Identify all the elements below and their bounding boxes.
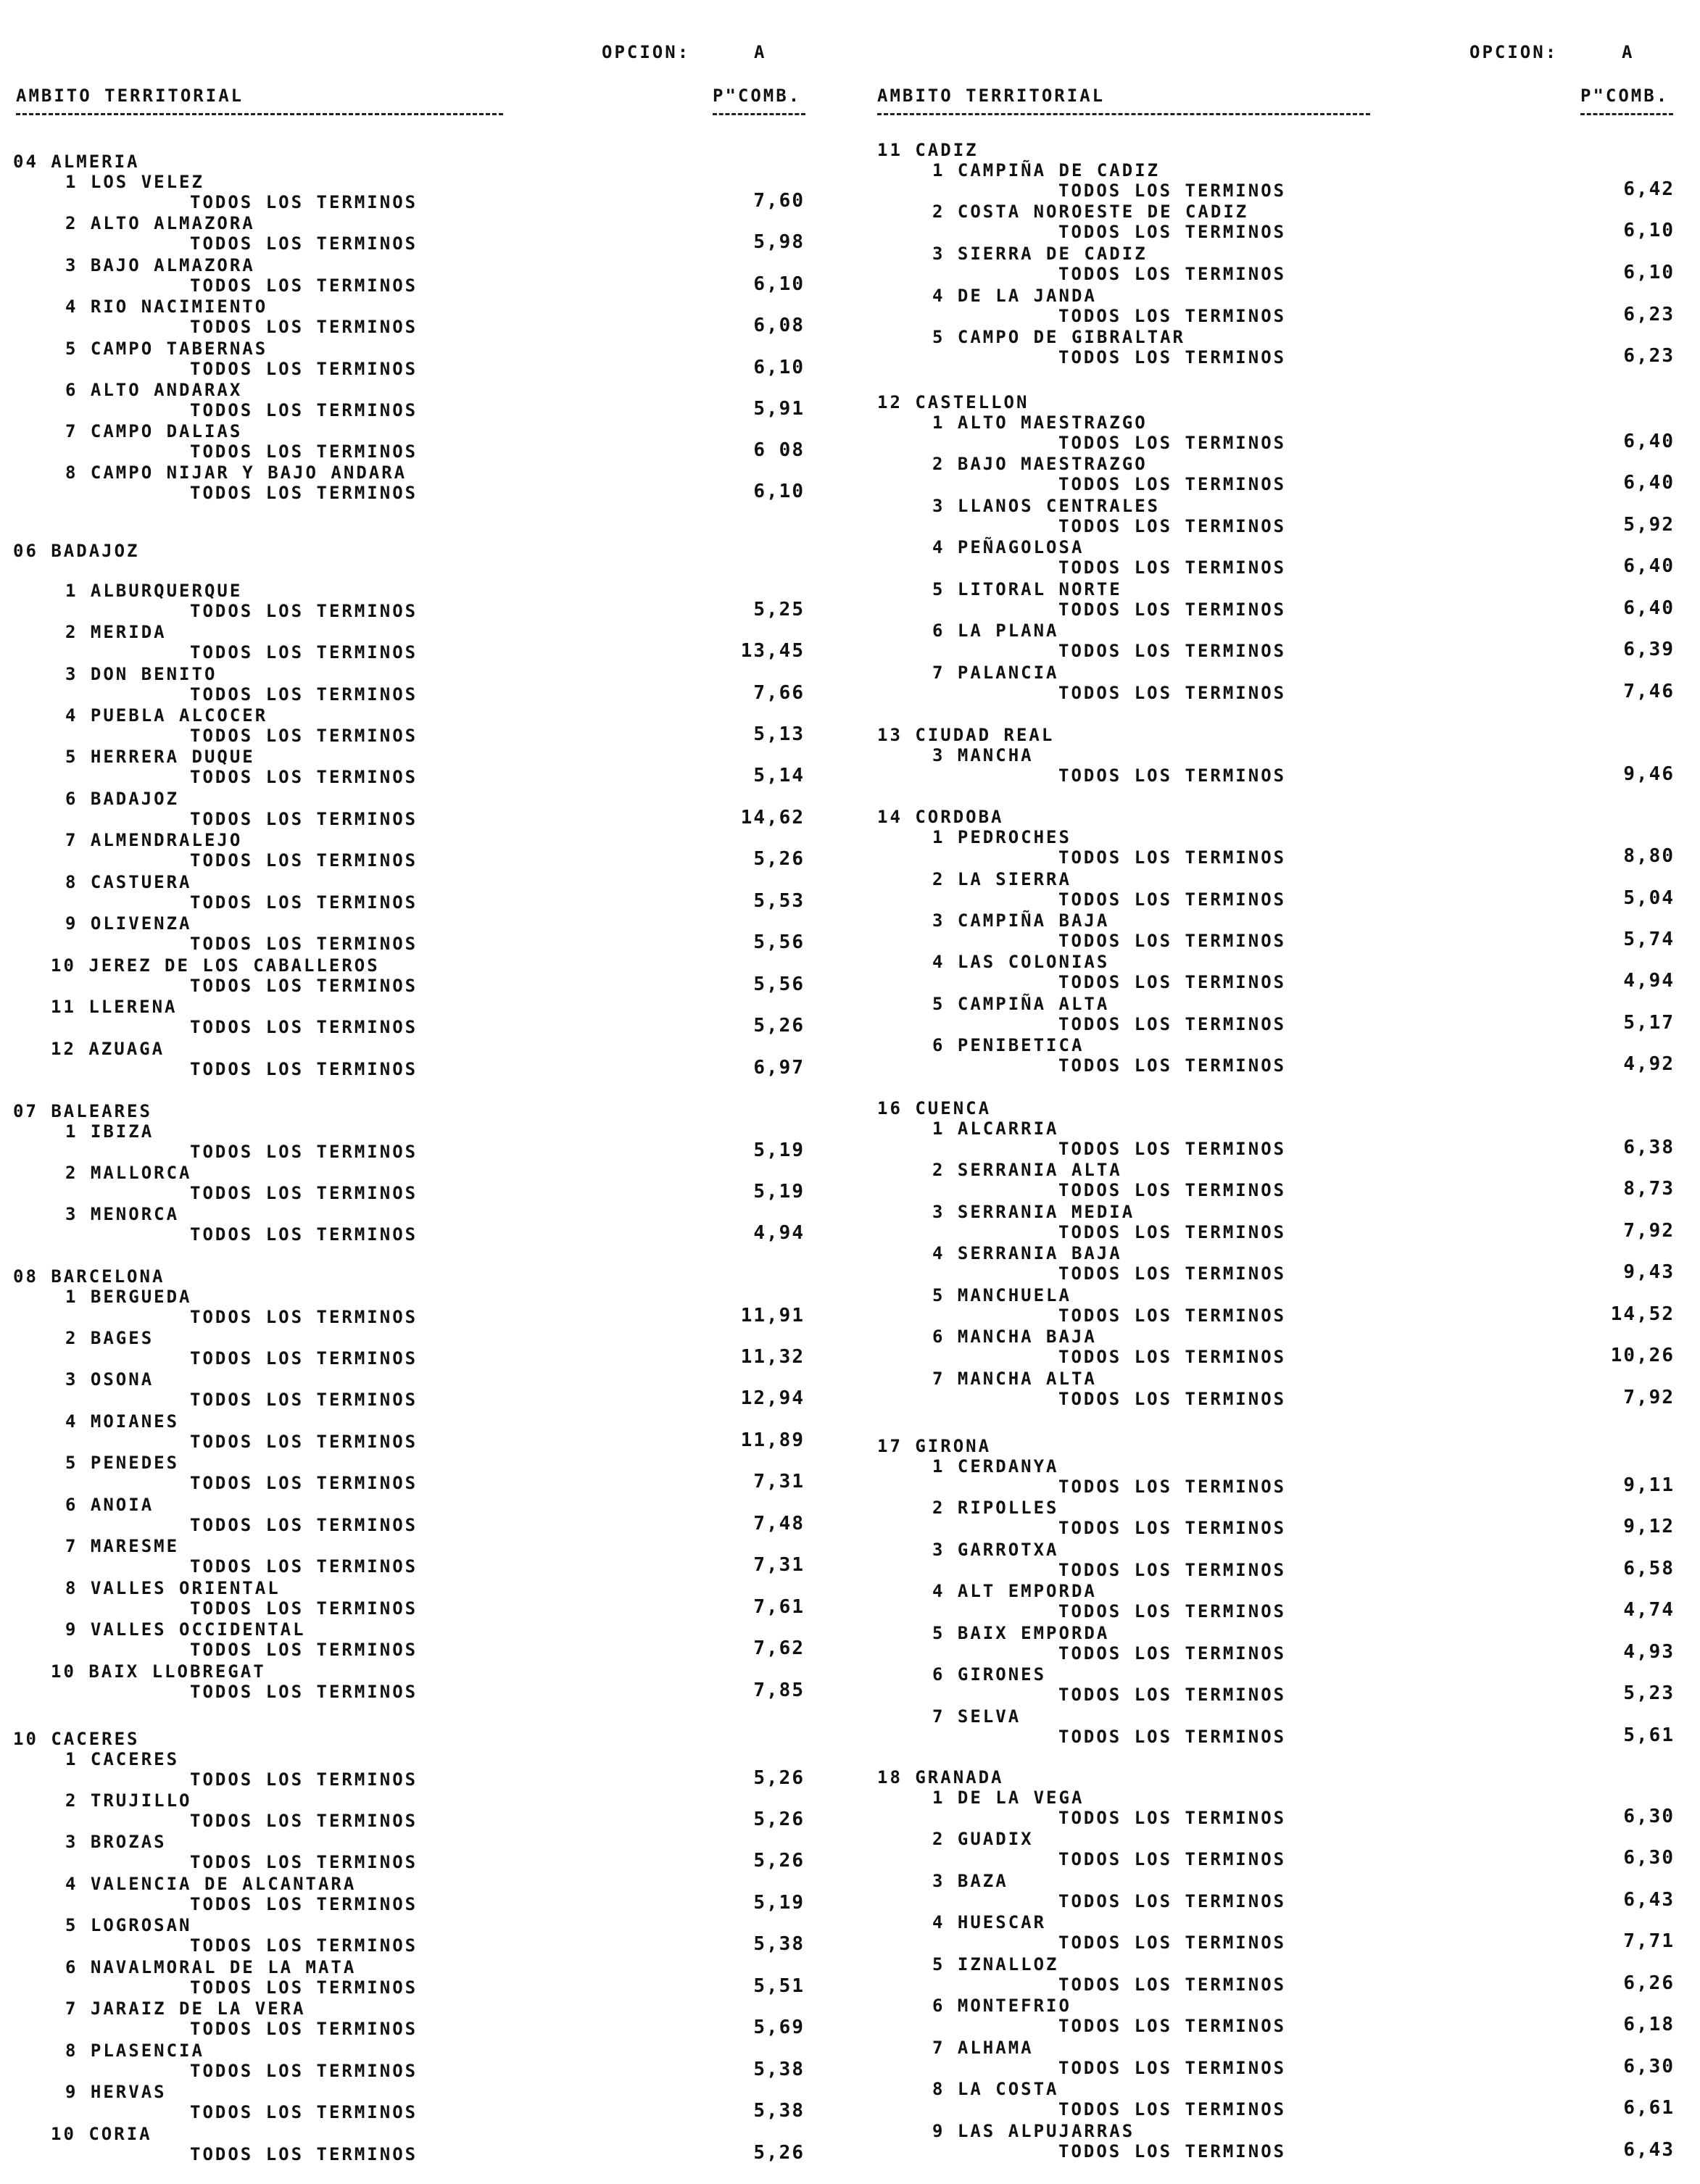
combined-value: 7,92	[1623, 1220, 1675, 1242]
region-label: 4 LAS COLONIAS	[932, 952, 1110, 972]
combined-value: 9,12	[1623, 1516, 1675, 1537]
terms-label: TODOS LOS TERMINOS	[1058, 516, 1287, 536]
combined-value: 7,60	[753, 190, 805, 212]
combined-value: 6,18	[1623, 2014, 1675, 2035]
terms-label: TODOS LOS TERMINOS	[190, 2019, 418, 2039]
region-label: 10 CORIA	[51, 2124, 152, 2144]
combined-value: 5,25	[753, 599, 805, 620]
region-label: 5 LOGROSAN	[65, 1915, 192, 1935]
combined-value: 5,38	[753, 2100, 805, 2122]
combined-value: 12,94	[740, 1387, 805, 1409]
combined-value: 5,26	[753, 1767, 805, 1789]
province-heading: 04 ALMERIA	[13, 151, 140, 172]
terms-label: TODOS LOS TERMINOS	[1058, 2141, 1287, 2162]
terms-label: TODOS LOS TERMINOS	[190, 726, 418, 746]
value-header: P"COMB.	[713, 86, 802, 106]
combined-value: 5,61	[1623, 1724, 1675, 1746]
terms-label: TODOS LOS TERMINOS	[1058, 474, 1287, 494]
territory-header: AMBITO TERRITORIAL	[16, 86, 244, 106]
terms-label: TODOS LOS TERMINOS	[190, 1769, 418, 1790]
region-label: 4 VALENCIA DE ALCANTARA	[65, 1874, 357, 1894]
combined-value: 5,38	[753, 2059, 805, 2080]
combined-value: 14,52	[1610, 1303, 1675, 1325]
combined-value: 4,94	[753, 1222, 805, 1244]
terms-label: TODOS LOS TERMINOS	[190, 1682, 418, 1702]
combined-value: 6,38	[1623, 1137, 1675, 1158]
value-header: P"COMB.	[1580, 86, 1670, 106]
left-column	[0, 0, 826, 2184]
terms-label: TODOS LOS TERMINOS	[190, 317, 418, 337]
terms-label: TODOS LOS TERMINOS	[190, 767, 418, 787]
terms-label: TODOS LOS TERMINOS	[190, 192, 418, 212]
option-label: OPCION:	[1469, 42, 1559, 62]
region-label: 3 LLANOS CENTRALES	[932, 496, 1161, 516]
region-label: 1 CAMPIÑA DE CADIZ	[932, 160, 1161, 180]
terms-label: TODOS LOS TERMINOS	[1058, 2058, 1287, 2078]
region-label: 5 BAIX EMPORDA	[932, 1623, 1110, 1643]
province-heading: 11 CADIZ	[877, 140, 979, 160]
combined-value: 9,43	[1623, 1261, 1675, 1283]
terms-label: TODOS LOS TERMINOS	[190, 359, 418, 379]
combined-value: 5,26	[753, 2142, 805, 2164]
combined-value: 5,26	[753, 848, 805, 870]
combined-value: 6,42	[1623, 178, 1675, 200]
region-label: 3 OSONA	[65, 1369, 154, 1390]
terms-label: TODOS LOS TERMINOS	[190, 1515, 418, 1535]
combined-value: 5,19	[753, 1181, 805, 1203]
terms-label: TODOS LOS TERMINOS	[1058, 683, 1287, 703]
region-label: 4 MOIANES	[65, 1411, 180, 1432]
terms-label: TODOS LOS TERMINOS	[1058, 1305, 1287, 1326]
terms-label: TODOS LOS TERMINOS	[1058, 1849, 1287, 1869]
province-heading: 10 CACERES	[13, 1729, 140, 1749]
region-label: 2 TRUJILLO	[65, 1790, 192, 1811]
region-label: 1 IBIZA	[65, 1121, 154, 1142]
terms-label: TODOS LOS TERMINOS	[1058, 1518, 1287, 1538]
combined-value: 6,23	[1623, 304, 1675, 325]
region-label: 1 LOS VELEZ	[65, 172, 204, 192]
terms-label: TODOS LOS TERMINOS	[190, 1473, 418, 1493]
region-label: 6 GIRONES	[932, 1664, 1047, 1685]
combined-value: 9,46	[1623, 763, 1675, 785]
region-label: 4 DE LA JANDA	[932, 286, 1097, 306]
region-label: 7 MANCHA ALTA	[932, 1369, 1097, 1389]
region-label: 9 HERVAS	[65, 2082, 167, 2102]
terms-label: TODOS LOS TERMINOS	[190, 441, 418, 462]
region-label: 4 SERRANIA BAJA	[932, 1243, 1122, 1263]
region-label: 8 PLASENCIA	[65, 2040, 204, 2061]
terms-label: TODOS LOS TERMINOS	[190, 233, 418, 254]
region-label: 3 CAMPIÑA BAJA	[932, 910, 1110, 931]
terms-label: TODOS LOS TERMINOS	[1058, 1685, 1287, 1705]
region-label: 7 MARESME	[65, 1536, 180, 1556]
terms-label: TODOS LOS TERMINOS	[190, 1059, 418, 1079]
terms-label: TODOS LOS TERMINOS	[190, 976, 418, 996]
province-heading: 06 BADAJOZ	[13, 541, 140, 561]
terms-label: TODOS LOS TERMINOS	[1058, 765, 1287, 786]
region-label: 9 OLIVENZA	[65, 913, 192, 934]
combined-value: 11,89	[740, 1429, 805, 1451]
combined-value: 7,61	[753, 1596, 805, 1618]
region-label: 8 LA COSTA	[932, 2079, 1059, 2099]
terms-label: TODOS LOS TERMINOS	[1058, 222, 1287, 242]
province-heading: 13 CIUDAD REAL	[877, 725, 1055, 745]
region-label: 6 PENIBETICA	[932, 1035, 1085, 1055]
combined-value: 8,80	[1623, 845, 1675, 867]
terms-label: TODOS LOS TERMINOS	[1058, 1891, 1287, 1911]
region-label: 6 MONTEFRIO	[932, 1996, 1071, 2016]
region-label: 5 MANCHUELA	[932, 1285, 1071, 1305]
region-label: 5 HERRERA DUQUE	[65, 747, 255, 767]
terms-label: TODOS LOS TERMINOS	[1058, 641, 1287, 661]
region-label: 6 BADAJOZ	[65, 789, 180, 809]
terms-label: TODOS LOS TERMINOS	[190, 1852, 418, 1872]
terms-label: TODOS LOS TERMINOS	[190, 809, 418, 829]
region-label: 8 VALLES ORIENTAL	[65, 1578, 281, 1598]
terms-label: TODOS LOS TERMINOS	[1058, 1347, 1287, 1367]
combined-value: 6,08	[753, 315, 805, 336]
terms-label: TODOS LOS TERMINOS	[190, 601, 418, 621]
terms-label: TODOS LOS TERMINOS	[1058, 433, 1287, 453]
region-label: 5 IZNALLOZ	[932, 1954, 1059, 1975]
region-label: 5 LITORAL NORTE	[932, 579, 1122, 599]
region-label: 2 MALLORCA	[65, 1163, 192, 1183]
combined-value: 6,40	[1623, 431, 1675, 452]
combined-value: 6,10	[753, 273, 805, 295]
terms-label: TODOS LOS TERMINOS	[190, 684, 418, 705]
region-label: 7 ALMENDRALEJO	[65, 830, 243, 850]
terms-label: TODOS LOS TERMINOS	[1058, 1139, 1287, 1159]
region-label: 2 BAGES	[65, 1328, 154, 1348]
region-label: 1 ALBURQUERQUE	[65, 581, 243, 601]
combined-value: 5,26	[753, 1850, 805, 1872]
region-label: 6 ANOIA	[65, 1495, 154, 1515]
combined-value: 6,30	[1623, 1847, 1675, 1869]
terms-label: TODOS LOS TERMINOS	[190, 2102, 418, 2122]
region-label: 3 SIERRA DE CADIZ	[932, 244, 1148, 264]
terms-label: TODOS LOS TERMINOS	[190, 1348, 418, 1369]
region-label: 3 MANCHA	[932, 745, 1034, 765]
region-label: 5 PENEDES	[65, 1453, 180, 1473]
province-heading: 16 CUENCA	[877, 1098, 992, 1118]
combined-value: 5,19	[753, 1139, 805, 1161]
region-label: 9 VALLES OCCIDENTAL	[65, 1619, 306, 1640]
region-label: 4 HUESCAR	[932, 1912, 1047, 1932]
region-label: 12 AZUAGA	[51, 1039, 165, 1059]
terms-label: TODOS LOS TERMINOS	[190, 1142, 418, 1162]
combined-value: 7,92	[1623, 1387, 1675, 1408]
region-label: 1 ALTO MAESTRAZGO	[932, 412, 1148, 433]
combined-value: 5,04	[1623, 887, 1675, 909]
combined-value: 5,53	[753, 890, 805, 912]
combined-value: 5,56	[753, 931, 805, 953]
region-label: 3 GARROTXA	[932, 1540, 1059, 1560]
region-label: 1 DE LA VEGA	[932, 1788, 1085, 1808]
combined-value: 5,92	[1623, 514, 1675, 536]
combined-value: 5,69	[753, 2017, 805, 2038]
region-label: 7 CAMPO DALIAS	[65, 421, 243, 441]
combined-value: 6,30	[1623, 1806, 1675, 1827]
value-header-rule	[1580, 113, 1673, 115]
combined-value: 10,26	[1610, 1345, 1675, 1366]
province-heading: 14 CORDOBA	[877, 807, 1004, 827]
option-value: A	[1622, 42, 1635, 62]
region-label: 2 LA SIERRA	[932, 869, 1071, 889]
terms-label: TODOS LOS TERMINOS	[1058, 972, 1287, 992]
combined-value: 6,43	[1623, 2139, 1675, 2161]
combined-value: 5,91	[753, 398, 805, 420]
terms-label: TODOS LOS TERMINOS	[190, 642, 418, 663]
combined-value: 6,97	[753, 1057, 805, 1079]
combined-value: 5,19	[753, 1892, 805, 1914]
region-label: 2 RIPOLLES	[932, 1498, 1059, 1518]
terms-label: TODOS LOS TERMINOS	[190, 275, 418, 296]
terms-label: TODOS LOS TERMINOS	[1058, 1932, 1287, 1953]
region-label: 1 CERDANYA	[932, 1456, 1059, 1477]
region-label: 5 CAMPO TABERNAS	[65, 339, 268, 359]
terms-label: TODOS LOS TERMINOS	[1058, 931, 1287, 951]
region-label: 1 ALCARRIA	[932, 1118, 1059, 1139]
region-label: 4 PUEBLA ALCOCER	[65, 705, 268, 726]
region-label: 6 NAVALMORAL DE LA MATA	[65, 1957, 357, 1977]
combined-value: 6,39	[1623, 639, 1675, 660]
region-label: 3 MENORCA	[65, 1204, 180, 1224]
region-label: 2 ALTO ALMAZORA	[65, 213, 255, 233]
region-label: 1 CACERES	[65, 1749, 180, 1769]
combined-value: 6,40	[1623, 555, 1675, 577]
combined-value: 6,10	[753, 481, 805, 502]
terms-label: TODOS LOS TERMINOS	[1058, 1643, 1287, 1664]
terms-label: TODOS LOS TERMINOS	[1058, 847, 1287, 868]
combined-value: 5,98	[753, 231, 805, 253]
region-label: 8 CASTUERA	[65, 872, 192, 892]
combined-value: 6,61	[1623, 2097, 1675, 2119]
territory-header-rule	[16, 113, 503, 115]
region-label: 2 GUADIX	[932, 1829, 1034, 1849]
region-label: 5 CAMPO DE GIBRALTAR	[932, 327, 1185, 347]
terms-label: TODOS LOS TERMINOS	[1058, 1055, 1287, 1076]
terms-label: TODOS LOS TERMINOS	[1058, 347, 1287, 368]
combined-value: 5,23	[1623, 1682, 1675, 1704]
terms-label: TODOS LOS TERMINOS	[190, 1017, 418, 1037]
province-heading: 12 CASTELLON	[877, 392, 1029, 412]
province-heading: 07 BALEARES	[13, 1101, 152, 1121]
region-label: 1 BERGUEDA	[65, 1287, 192, 1307]
combined-value: 7,85	[753, 1679, 805, 1701]
terms-label: TODOS LOS TERMINOS	[1058, 1975, 1287, 1995]
terms-label: TODOS LOS TERMINOS	[1058, 180, 1287, 201]
terms-label: TODOS LOS TERMINOS	[1058, 306, 1287, 326]
region-label: 2 MERIDA	[65, 622, 167, 642]
terms-label: TODOS LOS TERMINOS	[190, 1307, 418, 1327]
terms-label: TODOS LOS TERMINOS	[1058, 1263, 1287, 1284]
combined-value: 6,30	[1623, 2056, 1675, 2077]
region-label: 4 PEÑAGOLOSA	[932, 537, 1085, 557]
combined-value: 6,10	[1623, 220, 1675, 241]
region-label: 3 BAZA	[932, 1871, 1008, 1891]
right-column	[863, 0, 1700, 2184]
combined-value: 7,31	[753, 1554, 805, 1576]
terms-label: TODOS LOS TERMINOS	[190, 850, 418, 871]
region-label: 2 SERRANIA ALTA	[932, 1160, 1122, 1180]
combined-value: 7,31	[753, 1471, 805, 1492]
region-label: 11 LLERENA	[51, 997, 178, 1017]
combined-value: 7,46	[1623, 681, 1675, 702]
terms-label: TODOS LOS TERMINOS	[190, 1390, 418, 1410]
combined-value: 6,43	[1623, 1889, 1675, 1911]
region-label: 4 ALT EMPORDA	[932, 1581, 1097, 1601]
terms-label: TODOS LOS TERMINOS	[1058, 1727, 1287, 1747]
combined-value: 4,74	[1623, 1599, 1675, 1621]
option-value: A	[754, 42, 767, 62]
region-label: 6 ALTO ANDARAX	[65, 380, 243, 400]
terms-label: TODOS LOS TERMINOS	[1058, 1808, 1287, 1828]
terms-label: TODOS LOS TERMINOS	[1058, 1180, 1287, 1200]
combined-value: 4,93	[1623, 1641, 1675, 1663]
terms-label: TODOS LOS TERMINOS	[190, 1432, 418, 1452]
terms-label: TODOS LOS TERMINOS	[1058, 1601, 1287, 1622]
region-label: 7 PALANCIA	[932, 663, 1059, 683]
combined-value: 11,91	[740, 1305, 805, 1326]
combined-value: 5,13	[753, 723, 805, 745]
combined-value: 6,40	[1623, 597, 1675, 619]
terms-label: TODOS LOS TERMINOS	[190, 1894, 418, 1914]
region-label: 5 CAMPIÑA ALTA	[932, 994, 1110, 1014]
region-label: 9 LAS ALPUJARRAS	[932, 2121, 1135, 2141]
terms-label: TODOS LOS TERMINOS	[190, 483, 418, 503]
region-label: 3 BROZAS	[65, 1832, 167, 1852]
combined-value: 5,38	[753, 1933, 805, 1955]
terms-label: TODOS LOS TERMINOS	[1058, 889, 1287, 910]
terms-label: TODOS LOS TERMINOS	[190, 1935, 418, 1956]
terms-label: TODOS LOS TERMINOS	[190, 1977, 418, 1998]
region-label: 3 BAJO ALMAZORA	[65, 255, 255, 275]
combined-value: 6,10	[753, 357, 805, 378]
terms-label: TODOS LOS TERMINOS	[190, 1224, 418, 1245]
combined-value: 6,58	[1623, 1558, 1675, 1579]
combined-value: 5,56	[753, 973, 805, 995]
combined-value: 8,73	[1623, 1178, 1675, 1200]
region-label: 6 LA PLANA	[932, 620, 1059, 641]
region-label: 6 MANCHA BAJA	[932, 1326, 1097, 1347]
combined-value: 5,26	[753, 1809, 805, 1830]
combined-value: 7,48	[753, 1513, 805, 1535]
terms-label: TODOS LOS TERMINOS	[190, 1598, 418, 1619]
region-label: 10 JEREZ DE LOS CABALLEROS	[51, 955, 380, 976]
province-heading: 17 GIRONA	[877, 1436, 992, 1456]
terms-label: TODOS LOS TERMINOS	[190, 1811, 418, 1831]
terms-label: TODOS LOS TERMINOS	[190, 1640, 418, 1660]
terms-label: TODOS LOS TERMINOS	[190, 2144, 418, 2164]
terms-label: TODOS LOS TERMINOS	[1058, 264, 1287, 284]
combined-value: 5,17	[1623, 1012, 1675, 1034]
region-label: 2 COSTA NOROESTE DE CADIZ	[932, 202, 1249, 222]
region-label: 3 DON BENITO	[65, 664, 217, 684]
region-label: 2 BAJO MAESTRAZGO	[932, 454, 1148, 474]
combined-value: 13,45	[740, 640, 805, 662]
combined-value: 7,66	[753, 682, 805, 704]
terms-label: TODOS LOS TERMINOS	[190, 892, 418, 913]
region-label: 7 ALHAMA	[932, 2038, 1034, 2058]
region-label: 7 SELVA	[932, 1706, 1021, 1727]
combined-value: 5,74	[1623, 929, 1675, 950]
terms-label: TODOS LOS TERMINOS	[1058, 2016, 1287, 2036]
combined-value: 9,11	[1623, 1474, 1675, 1496]
combined-value: 5,14	[753, 765, 805, 786]
combined-value: 6,10	[1623, 262, 1675, 283]
terms-label: TODOS LOS TERMINOS	[1058, 599, 1287, 620]
terms-label: TODOS LOS TERMINOS	[1058, 1389, 1287, 1409]
province-heading: 18 GRANADA	[877, 1767, 1004, 1788]
terms-label: TODOS LOS TERMINOS	[1058, 1560, 1287, 1580]
terms-label: TODOS LOS TERMINOS	[190, 1556, 418, 1577]
region-label: 7 JARAIZ DE LA VERA	[65, 1998, 306, 2019]
combined-value: 6,40	[1623, 472, 1675, 494]
terms-label: TODOS LOS TERMINOS	[1058, 1222, 1287, 1242]
combined-value: 6,26	[1623, 1972, 1675, 1994]
terms-label: TODOS LOS TERMINOS	[190, 2061, 418, 2081]
region-label: 1 PEDROCHES	[932, 827, 1071, 847]
terms-label: TODOS LOS TERMINOS	[1058, 1014, 1287, 1034]
terms-label: TODOS LOS TERMINOS	[1058, 1477, 1287, 1497]
combined-value: 11,32	[740, 1346, 805, 1368]
combined-value: 5,51	[753, 1975, 805, 1997]
combined-value: 6 08	[753, 439, 805, 461]
combined-value: 4,92	[1623, 1053, 1675, 1075]
terms-label: TODOS LOS TERMINOS	[190, 934, 418, 954]
region-label: 3 SERRANIA MEDIA	[932, 1202, 1135, 1222]
terms-label: TODOS LOS TERMINOS	[190, 400, 418, 420]
combined-value: 6,23	[1623, 345, 1675, 367]
combined-value: 14,62	[740, 807, 805, 829]
combined-value: 5,26	[753, 1015, 805, 1037]
option-label: OPCION:	[602, 42, 691, 62]
value-header-rule	[713, 113, 805, 115]
territory-header: AMBITO TERRITORIAL	[877, 86, 1106, 106]
region-label: 4 RIO NACIMIENTO	[65, 296, 268, 317]
combined-value: 7,71	[1623, 1930, 1675, 1952]
region-label: 8 CAMPO NIJAR Y BAJO ANDARA	[65, 462, 407, 483]
combined-value: 7,62	[753, 1637, 805, 1659]
territory-header-rule	[877, 113, 1370, 115]
terms-label: TODOS LOS TERMINOS	[1058, 557, 1287, 578]
terms-label: TODOS LOS TERMINOS	[1058, 2099, 1287, 2119]
terms-label: TODOS LOS TERMINOS	[190, 1183, 418, 1203]
combined-value: 4,94	[1623, 970, 1675, 992]
province-heading: 08 BARCELONA	[13, 1266, 165, 1287]
region-label: 10 BAIX LLOBREGAT	[51, 1661, 266, 1682]
